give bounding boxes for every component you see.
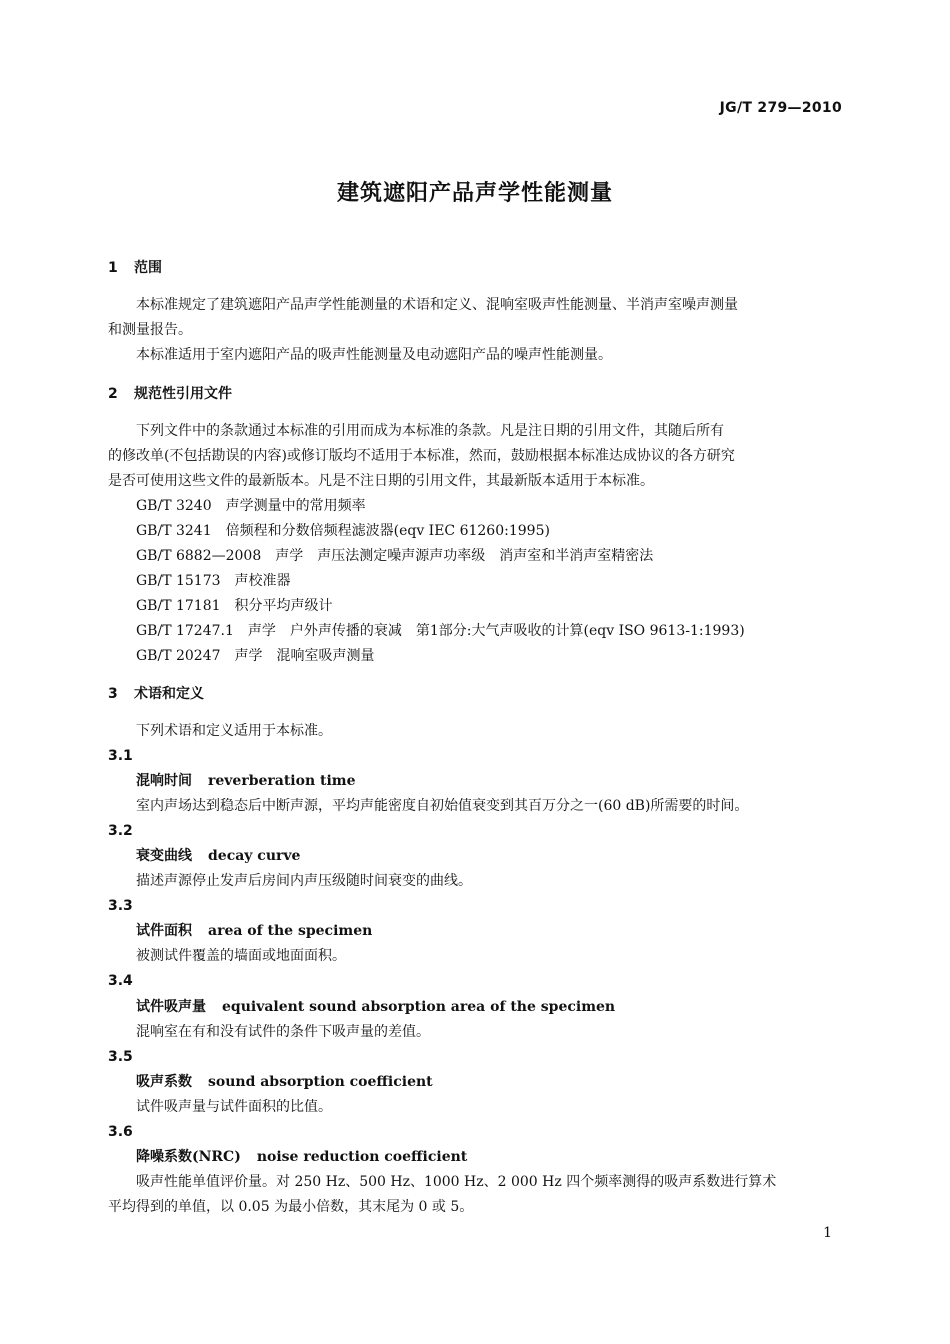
reference-item bbox=[136, 646, 375, 666]
term-number: 3.4 bbox=[108, 973, 133, 989]
paragraph-line: 是否可使用这些文件的最新版本。凡是不注日期的引用文件，其最新版本适用于本标准。 bbox=[108, 473, 654, 489]
term-number: 3.5 bbox=[108, 1049, 133, 1065]
reference-title: 声校准器 bbox=[234, 573, 291, 589]
reference-item bbox=[136, 496, 366, 516]
term-en: sound absorption coefficient bbox=[208, 1074, 433, 1090]
section-2-heading bbox=[108, 384, 232, 404]
reference-title: 声学 户外声传播的衰减 第1部分:大气声吸收的计算(eqv ISO 9613-1:1993) bbox=[247, 623, 745, 639]
term-zh: 试件吸声量 bbox=[136, 999, 206, 1015]
term-heading bbox=[136, 1147, 467, 1167]
reference-title: 声学 混响室吸声测量 bbox=[234, 648, 375, 664]
section-number: 1 bbox=[108, 260, 118, 276]
reference-code: GB/T 20247 bbox=[136, 648, 221, 664]
section-title: 范围 bbox=[134, 260, 162, 276]
paragraph-line: 的修改单(不包括勘误的内容)或修订版均不适用于本标准，然而，鼓励根据本标准达成协议的各方研究 bbox=[108, 448, 735, 464]
reference-title: 声学 声压法测定噪声源声功率级 消声室和半消声室精密法 bbox=[275, 548, 654, 564]
paragraph-line: 和测量报告。 bbox=[108, 322, 192, 338]
section-1-heading bbox=[108, 258, 162, 278]
term-en: decay curve bbox=[208, 848, 301, 864]
paragraph-line: 下列术语和定义适用于本标准。 bbox=[136, 723, 332, 739]
paragraph-line: 本标准规定了建筑遮阳产品声学性能测量的术语和定义、混响室吸声性能测量、半消声室噪声测量 bbox=[136, 297, 738, 313]
reference-title: 积分平均声级计 bbox=[234, 598, 333, 614]
term-heading bbox=[136, 997, 615, 1017]
reference-code: GB/T 17247.1 bbox=[136, 623, 234, 639]
term-heading bbox=[136, 1072, 433, 1092]
reference-item bbox=[136, 571, 291, 591]
reference-title: 倍频程和分数倍频程滤波器(eqv IEC 61260:1995) bbox=[225, 523, 550, 539]
term-definition: 室内声场达到稳态后中断声源，平均声能密度自初始值衰变到其百万分之一(60 dB)所需要的时间。 bbox=[136, 798, 749, 814]
reference-item bbox=[136, 546, 653, 566]
term-number: 3.3 bbox=[108, 898, 133, 914]
section-number: 3 bbox=[108, 686, 118, 702]
term-definition: 被测试件覆盖的墙面或地面面积。 bbox=[136, 948, 346, 964]
term-definition: 描述声源停止发声后房间内声压级随时间衰变的曲线。 bbox=[136, 873, 472, 889]
reference-code: GB/T 6882—2008 bbox=[136, 548, 262, 564]
term-heading bbox=[136, 921, 372, 941]
term-zh: 混响时间 bbox=[136, 773, 192, 789]
section-3-heading bbox=[108, 684, 204, 704]
reference-item bbox=[136, 621, 745, 641]
term-en: area of the specimen bbox=[208, 923, 373, 939]
paragraph-line: 本标准适用于室内遮阳产品的吸声性能测量及电动遮阳产品的噪声性能测量。 bbox=[136, 347, 612, 363]
term-number: 3.1 bbox=[108, 748, 133, 764]
section-title: 术语和定义 bbox=[134, 686, 204, 702]
reference-code: GB/T 17181 bbox=[136, 598, 221, 614]
reference-item bbox=[136, 521, 550, 541]
section-title: 规范性引用文件 bbox=[134, 386, 232, 402]
term-definition: 混响室在有和没有试件的条件下吸声量的差值。 bbox=[136, 1024, 430, 1040]
reference-code: GB/T 3240 bbox=[136, 498, 212, 514]
term-zh: 试件面积 bbox=[136, 923, 192, 939]
term-heading bbox=[136, 771, 356, 791]
standard-code: JG/T 279—2010 bbox=[719, 100, 842, 116]
term-definition: 吸声性能单值评价量。对 250 Hz、500 Hz、1000 Hz、2 000 Hz 四个频率测得的吸声系数进行算术 bbox=[136, 1174, 777, 1190]
reference-code: GB/T 3241 bbox=[136, 523, 212, 539]
term-zh: 吸声系数 bbox=[136, 1074, 192, 1090]
page-title: 建筑遮阳产品声学性能测量 bbox=[336, 181, 613, 206]
reference-title: 声学测量中的常用频率 bbox=[225, 498, 366, 514]
term-en: reverberation time bbox=[208, 773, 356, 789]
page-number: 1 bbox=[823, 1225, 832, 1241]
reference-code: GB/T 15173 bbox=[136, 573, 221, 589]
term-definition: 平均得到的单值，以 0.05 为最小倍数，其末尾为 0 或 5。 bbox=[108, 1199, 474, 1215]
term-heading bbox=[136, 846, 300, 866]
term-en: equivalent sound absorption area of the specimen bbox=[222, 999, 616, 1015]
term-en: noise reduction coefficient bbox=[256, 1149, 468, 1165]
term-zh: 衰变曲线 bbox=[136, 848, 192, 864]
term-zh: 降噪系数(NRC) bbox=[136, 1149, 241, 1165]
paragraph-line: 下列文件中的条款通过本标准的引用而成为本标准的条款。凡是注日期的引用文件，其随后所有 bbox=[136, 423, 724, 439]
reference-item bbox=[136, 596, 333, 616]
term-definition: 试件吸声量与试件面积的比值。 bbox=[136, 1099, 332, 1115]
term-number: 3.6 bbox=[108, 1124, 133, 1140]
section-number: 2 bbox=[108, 386, 118, 402]
term-number: 3.2 bbox=[108, 823, 133, 839]
